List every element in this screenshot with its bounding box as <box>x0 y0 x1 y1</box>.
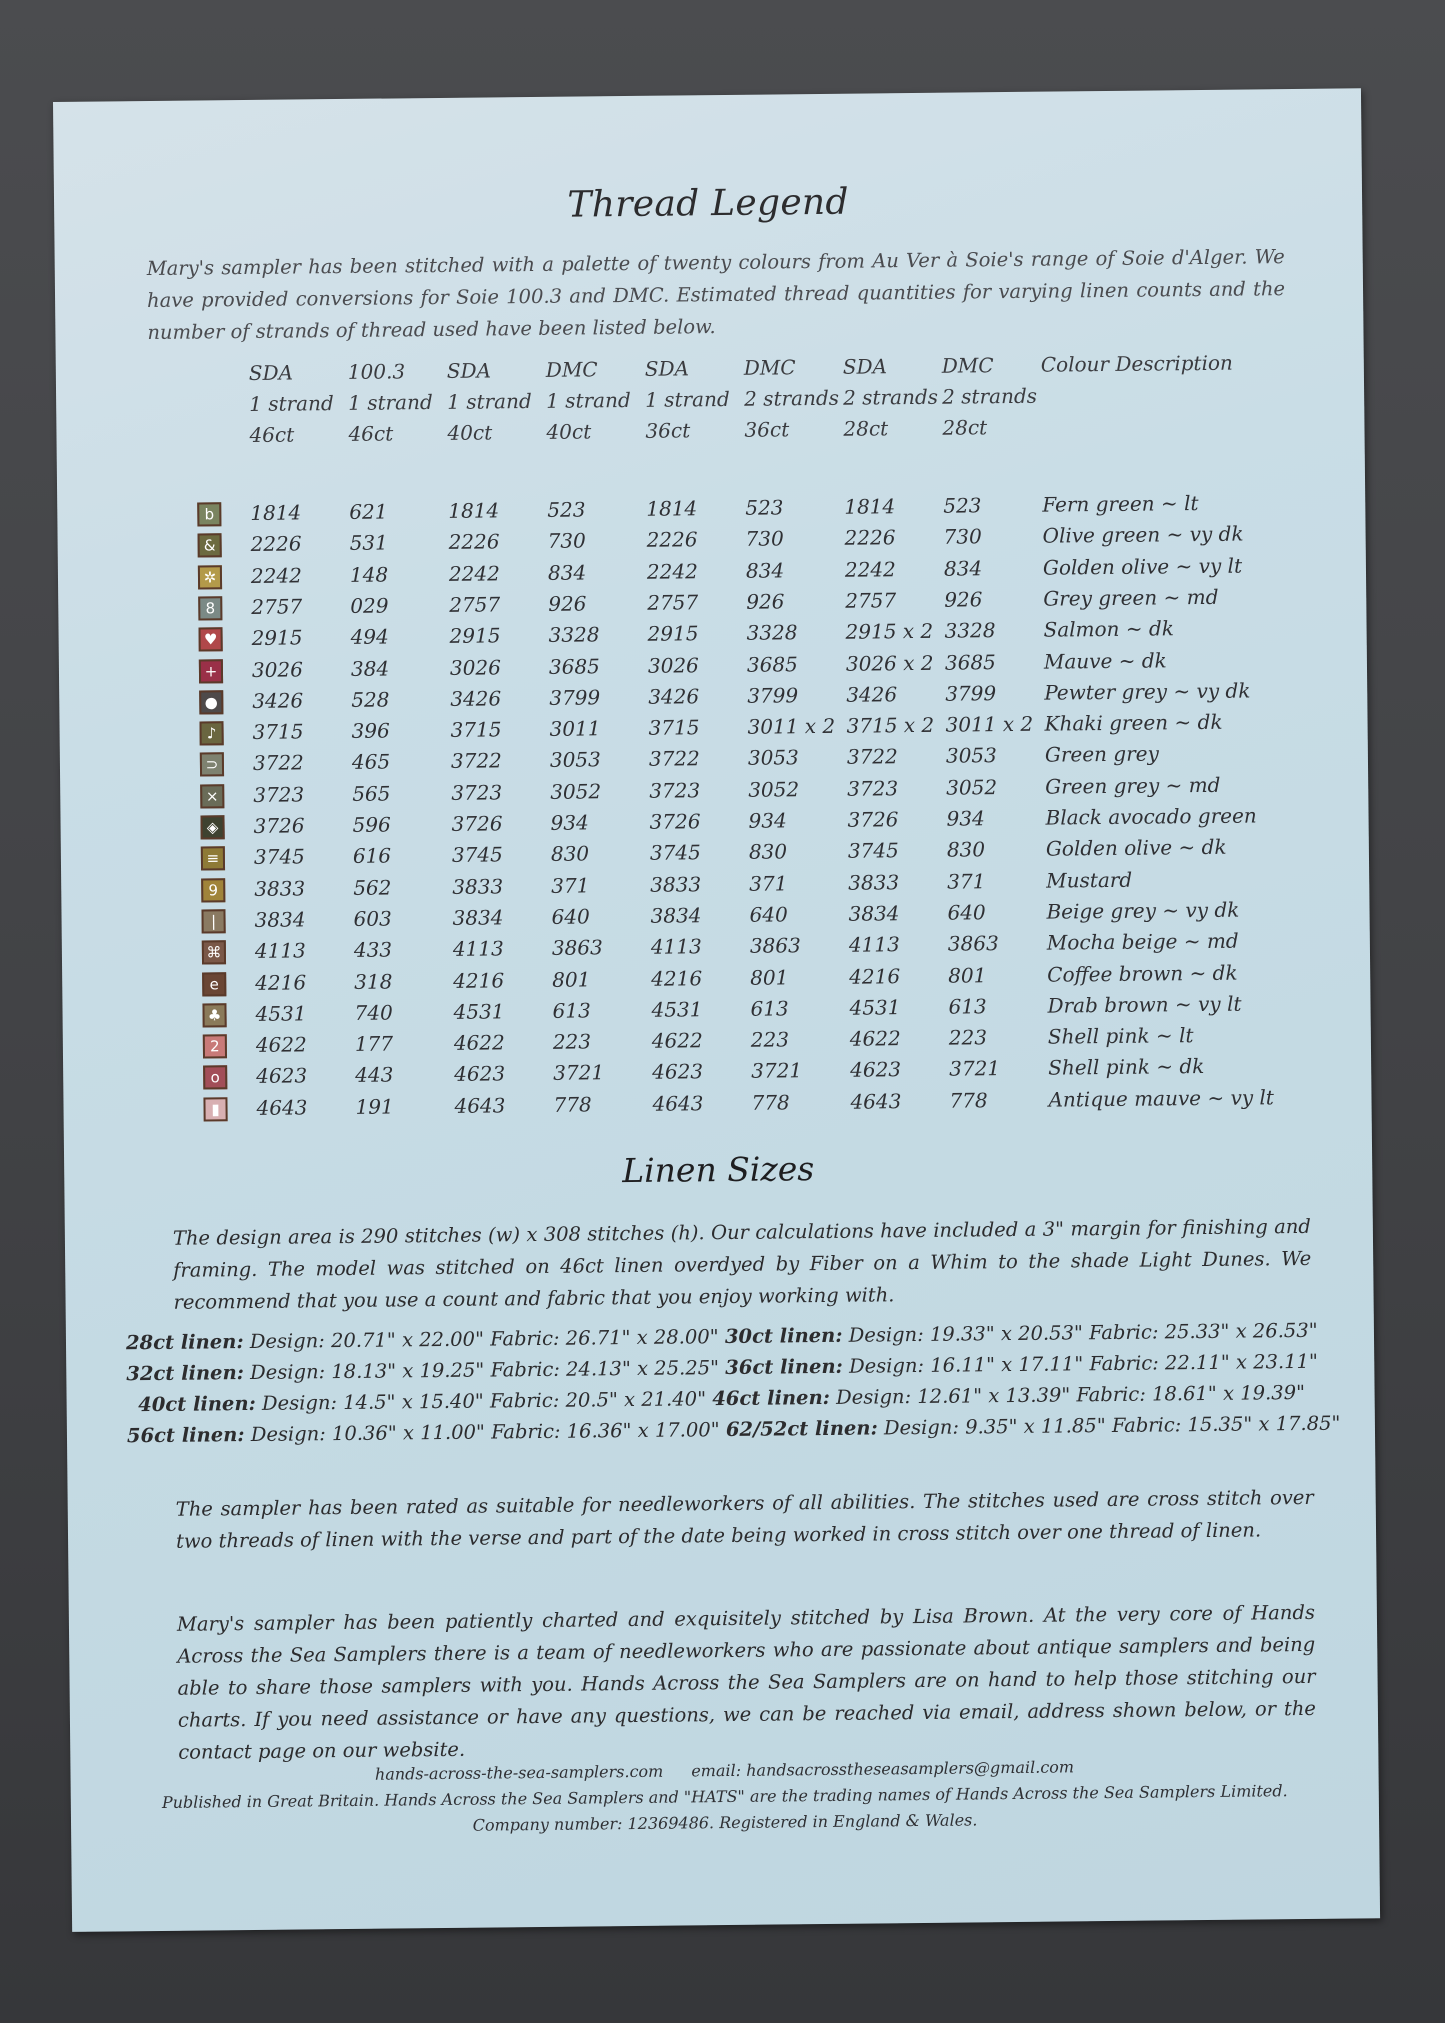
thread-code: 801 <box>750 964 789 990</box>
thread-code: 3726 <box>253 813 305 838</box>
thread-code: 4623 <box>652 1059 704 1085</box>
thread-code: 4623 <box>850 1057 902 1083</box>
thread-code: 4622 <box>453 1030 505 1055</box>
thread-code: 443 <box>355 1062 394 1088</box>
chart-page <box>53 88 1380 1932</box>
thread-code: 4531 <box>849 994 901 1020</box>
thread-code: 3834 <box>848 901 900 926</box>
thread-code: 613 <box>750 996 789 1021</box>
stitch-symbol-icon: 2 <box>203 1034 227 1058</box>
thread-code: 3685 <box>944 649 996 675</box>
linen-count-label: 30ct linen: <box>724 1323 843 1349</box>
thread-code: 3722 <box>648 746 700 772</box>
header-cell: 46ct <box>249 422 295 447</box>
header-cell: 40ct <box>546 419 592 444</box>
thread-code: 523 <box>943 493 982 518</box>
linen-size-text: Design: 18.13" x 19.25" Fabric: 24.13" x 25.25" <box>243 1356 726 1385</box>
thread-code: 1814 <box>844 494 896 519</box>
published-line: Published in Great Britain. Hands Across the Sea Samplers and "HATS" are the trading names of Hands Across the Sea Samplers Limited. <box>161 1781 1288 1812</box>
thread-code: 223 <box>552 1029 592 1054</box>
header-cell: 28ct <box>843 416 889 441</box>
linen-size-text: Design: 12.61" x 13.39" Fabric: 18.61" x 19.39" <box>829 1380 1306 1409</box>
thread-code: 2757 <box>845 588 897 613</box>
header-cell: 36ct <box>744 417 790 442</box>
header-cell: 1 strand <box>546 387 631 413</box>
thread-code: 318 <box>354 968 393 994</box>
thread-code: 191 <box>355 1094 394 1119</box>
colour-description: Shell pink ~ lt <box>1047 1023 1194 1049</box>
colour-description: Pewter grey ~ vy dk <box>1044 678 1251 705</box>
colour-description: Drab brown ~ vy lt <box>1047 991 1242 1018</box>
thread-code: 3799 <box>945 680 997 706</box>
thread-code: 3026 <box>251 656 303 682</box>
colour-description: Khaki green ~ dk <box>1044 709 1223 736</box>
stitch-symbol-icon: + <box>199 659 223 683</box>
header-cell: Colour Description <box>1040 350 1233 377</box>
thread-code: 2757 <box>449 592 501 617</box>
thread-code: 4622 <box>651 1028 703 1053</box>
thread-code: 565 <box>352 781 391 806</box>
thread-code: 4643 <box>652 1090 704 1116</box>
linen-count-label: 40ct linen: <box>138 1391 256 1417</box>
thread-code: 621 <box>349 499 388 524</box>
thread-code: 934 <box>550 810 589 835</box>
thread-code: 640 <box>947 900 986 925</box>
thread-code: 3052 <box>550 778 602 804</box>
thread-code: 528 <box>351 687 390 712</box>
thread-code: 4623 <box>454 1061 506 1087</box>
linen-count-label: 56ct linen: <box>126 1423 245 1448</box>
stitch-symbol-icon: ♥ <box>199 627 223 651</box>
header-cell: 1 strand <box>249 391 334 416</box>
thread-code: 3721 <box>751 1058 803 1084</box>
thread-code: 3026 x 2 <box>845 650 934 676</box>
thread-code: 4216 <box>849 963 901 989</box>
thread-code: 2242 <box>448 560 500 586</box>
thread-code: 4643 <box>256 1095 308 1120</box>
thread-code: 740 <box>354 1000 393 1025</box>
stitch-symbol-icon: ⊃ <box>200 753 224 777</box>
thread-code: 3053 <box>945 743 997 769</box>
colour-description: Salmon ~ dk <box>1043 616 1175 642</box>
linen-sizes-title: Linen Sizes <box>622 1149 815 1191</box>
header-col-description <box>1041 347 1261 380</box>
company-line: Company number: 12369486. Registered in England & Wales. <box>472 1810 978 1835</box>
header-cell: 1 strand <box>645 386 730 412</box>
colour-description: Grey green ~ md <box>1043 584 1219 611</box>
header-cell: SDA <box>248 360 294 385</box>
thread-code: 2915 <box>449 623 501 649</box>
header-cell: 2 strands <box>744 385 840 411</box>
thread-code: 3834 <box>452 905 504 930</box>
colour-description: Green grey ~ md <box>1045 772 1221 799</box>
thread-code: 830 <box>748 839 788 865</box>
thread-code: 4113 <box>650 934 702 959</box>
thread-code: 3685 <box>548 653 600 679</box>
thread-code: 778 <box>553 1092 592 1117</box>
thread-code: 934 <box>748 808 787 833</box>
stitch-symbol-icon: ⌘ <box>202 940 226 964</box>
thread-code: 3723 <box>451 780 503 805</box>
thread-code: 4113 <box>452 936 504 962</box>
thread-code: 830 <box>946 837 986 862</box>
header-cell: 1 strand <box>348 390 433 415</box>
thread-code: 926 <box>548 591 587 616</box>
thread-code: 3011 <box>549 716 601 741</box>
header-cell: SDA <box>644 356 690 381</box>
colour-description: Mustard <box>1046 867 1133 893</box>
thread-code: 3863 <box>551 935 603 961</box>
thread-code: 494 <box>350 624 389 650</box>
thread-code: 562 <box>353 875 392 900</box>
thread-code: 3426 <box>846 681 898 707</box>
thread-code: 3053 <box>747 745 799 771</box>
linen-count-label: 46ct linen: <box>712 1385 831 1411</box>
header-cell: SDA <box>446 358 492 383</box>
colour-description: Beige grey ~ vy dk <box>1046 897 1240 924</box>
thread-code: 371 <box>551 873 590 898</box>
header-cell: DMC <box>941 353 994 378</box>
thread-code: 3328 <box>746 620 798 645</box>
thread-code: 4113 <box>254 938 306 964</box>
thread-code: 926 <box>944 587 983 612</box>
publisher-footer <box>70 1751 1379 1843</box>
email-link[interactable]: email: handsacrosstheseasamplers@gmail.com <box>691 1757 1075 1781</box>
linen-size-text: Design: 16.11" x 17.11" Fabric: 22.11" x 23.11" <box>842 1349 1319 1378</box>
colour-description: Fern green ~ lt <box>1042 491 1199 517</box>
stitch-symbol-icon: ● <box>199 690 223 714</box>
thread-code: 4622 <box>255 1032 307 1058</box>
stitch-symbol-icon: | <box>201 909 225 933</box>
thread-code: 613 <box>948 994 987 1019</box>
thread-code: 2242 <box>646 558 698 584</box>
thread-code: 2242 <box>844 556 896 582</box>
stitch-symbol-icon: 8 <box>198 596 222 620</box>
thread-code: 4643 <box>850 1088 902 1114</box>
thread-code: 3721 <box>949 1056 1001 1082</box>
header-cell: SDA <box>842 354 888 379</box>
thread-code: 834 <box>547 560 587 585</box>
thread-code: 3745 <box>649 840 701 866</box>
thread-code: 834 <box>943 555 983 581</box>
linen-size-text: Design: 9.35" x 11.85" Fabric: 15.35" x 17.85" <box>877 1411 1341 1440</box>
thread-code: 523 <box>547 497 586 522</box>
thread-code: 4531 <box>651 997 703 1022</box>
linen-size-list <box>125 1315 1341 1451</box>
thread-code: 616 <box>352 843 392 869</box>
thread-code: 4531 <box>453 999 505 1024</box>
stitch-symbol-icon: 9 <box>201 878 225 902</box>
header-cell: 2 strands <box>942 383 1038 409</box>
thread-code: 4623 <box>256 1063 308 1089</box>
colour-description: Golden olive ~ vy lt <box>1042 553 1243 580</box>
thread-code: 603 <box>353 906 392 931</box>
thread-code: 3723 <box>649 777 701 803</box>
thread-code: 801 <box>552 966 591 992</box>
thread-code: 730 <box>943 524 982 549</box>
thread-code: 223 <box>750 1027 790 1052</box>
thread-code: 1814 <box>646 496 698 521</box>
stitch-symbol-icon: ♪ <box>199 721 223 745</box>
thread-code: 2242 <box>250 563 302 588</box>
thread-code: 3011 x 2 <box>747 713 836 739</box>
thread-code: 029 <box>350 593 389 618</box>
thread-code: 3053 <box>549 747 601 773</box>
thread-code: 3799 <box>747 683 799 708</box>
thread-code: 3426 <box>450 686 502 711</box>
stitch-symbol-icon: ≡ <box>201 847 225 871</box>
stitch-symbol-icon: e <box>202 972 226 996</box>
thread-code: 148 <box>349 562 389 587</box>
thread-code: 4216 <box>255 969 307 995</box>
linen-size-text: Design: 10.36" x 11.00" Fabric: 16.36" x 17.00" <box>244 1418 727 1447</box>
header-cell: 100.3 <box>347 359 406 384</box>
thread-code: 3834 <box>254 907 306 932</box>
thread-code: 596 <box>352 812 391 837</box>
thread-code: 2915 <box>647 621 699 646</box>
thread-code: 3722 <box>450 748 502 774</box>
thread-code: 3726 <box>649 809 701 834</box>
thread-code: 4113 <box>848 932 900 957</box>
thread-code: 640 <box>551 904 590 929</box>
thread-code: 778 <box>949 1087 988 1113</box>
colour-description: Olive green ~ vy dk <box>1042 521 1244 548</box>
thread-code: 3863 <box>749 933 801 958</box>
stitch-symbol-icon: ◈ <box>200 815 224 839</box>
thread-code: 3722 <box>252 750 304 776</box>
thread-code: 730 <box>745 526 784 552</box>
thread-code: 3011 x 2 <box>945 711 1034 737</box>
thread-code: 3685 <box>746 651 798 677</box>
thread-code: 3726 <box>451 811 503 836</box>
thread-code: 384 <box>350 656 390 681</box>
stitch-symbol-icon: & <box>198 534 222 558</box>
thread-code: 3833 <box>452 873 504 899</box>
header-cell: 40ct <box>447 420 493 445</box>
stitch-symbol-icon: ✲ <box>198 565 222 589</box>
thread-code: 465 <box>351 749 391 775</box>
thread-code: 2226 <box>844 525 896 551</box>
linen-size-text: Design: 20.71" x 22.00" Fabric: 26.71" x 28.00" <box>243 1325 726 1354</box>
thread-code: 3328 <box>944 618 996 643</box>
thread-code: 177 <box>354 1031 394 1056</box>
linen-count-label: 36ct linen: <box>725 1354 843 1380</box>
thread-code: 2226 <box>250 531 302 557</box>
thread-code: 613 <box>552 998 591 1023</box>
stitch-symbol-icon: ▮ <box>203 1097 227 1121</box>
thread-code: 1814 <box>250 500 302 525</box>
thread-code: 4216 <box>453 967 505 993</box>
thread-legend-title: Thread Legend <box>567 181 849 226</box>
thread-code: 3745 <box>451 842 503 868</box>
thread-code: 730 <box>547 528 586 554</box>
thread-code: 3745 <box>253 844 305 870</box>
colour-description: Golden olive ~ dk <box>1045 835 1227 861</box>
thread-code: 523 <box>745 495 784 520</box>
thread-code: 3833 <box>650 871 702 897</box>
thread-code: 371 <box>947 868 986 894</box>
about-text: Mary's sampler has been patiently charted and exquisitely stitched by Lisa Brown. At the very core of Hands Across the Sea Samplers there is a team of needleworkers who are passionate about antique samplers and being able to share those samplers with you. Hands Across the Sea Samplers are on hand to help those stitching our charts. If you need assistance or have any questions, we can be reached via email, address shown below, or the contact page on our website. <box>176 1600 1317 1764</box>
colour-description: Shell pink ~ dk <box>1048 1054 1205 1081</box>
design-area-text: The design area is 290 stitches (w) x 308 stitches (h). Our calculations have included a 3" margin for finishing and framing. The model was stitched on 46ct linen overdyed by Fiber on a Whim to the shade Light Dunes. We recommend that you use a count and fabric that you enjoy working with. <box>172 1214 1312 1314</box>
thread-code: 371 <box>749 870 788 896</box>
thread-code: 801 <box>948 962 987 988</box>
stitch-symbol-icon: b <box>197 502 221 526</box>
thread-code: 3721 <box>553 1060 605 1086</box>
thread-code: 3833 <box>254 875 306 901</box>
thread-code: 2226 <box>448 529 500 555</box>
thread-code: 223 <box>948 1025 988 1050</box>
thread-code: 3726 <box>847 807 899 832</box>
website-link[interactable]: hands-across-the-sea-samplers.com <box>374 1761 664 1784</box>
linen-count-label: 32ct linen: <box>126 1361 245 1386</box>
thread-code: 3715 <box>252 719 304 745</box>
thread-code: 2915 <box>251 625 303 651</box>
thread-code: 3863 <box>947 931 999 956</box>
thread-code: 433 <box>353 937 393 963</box>
thread-code: 3834 <box>650 903 702 928</box>
header-cell: 1 strand <box>447 389 532 414</box>
thread-code: 778 <box>751 1090 790 1115</box>
thread-code: 531 <box>349 530 388 556</box>
header-cell: 2 strands <box>843 384 939 410</box>
header-cell: 36ct <box>645 418 691 443</box>
thread-code: 3715 <box>648 715 700 740</box>
thread-code: 834 <box>745 557 785 583</box>
thread-code: 3026 <box>647 652 699 678</box>
thread-code: 926 <box>746 589 785 614</box>
thread-code: 3723 <box>847 775 899 801</box>
stitch-symbol-icon: × <box>200 784 224 808</box>
thread-code: 3715 <box>450 717 502 742</box>
linen-size-text: Design: 14.5" x 15.40" Fabric: 20.5" x 21.40" <box>255 1387 713 1415</box>
thread-code: 3715 x 2 <box>846 712 935 738</box>
header-cell: DMC <box>545 357 598 382</box>
linen-count-label: 62/52ct linen: <box>725 1416 878 1442</box>
thread-code: 3722 <box>846 744 898 770</box>
thread-code: 3723 <box>253 782 305 807</box>
thread-code: 1814 <box>448 498 500 523</box>
thread-code: 2757 <box>251 594 303 619</box>
thread-code: 3799 <box>549 685 601 710</box>
colour-description: Green grey <box>1044 741 1159 768</box>
thread-code: 3745 <box>847 838 899 864</box>
header-cell: 46ct <box>348 421 394 446</box>
thread-code: 4643 <box>454 1093 506 1118</box>
stitch-symbol-icon: o <box>203 1066 227 1090</box>
thread-code: 3052 <box>748 776 800 802</box>
thread-code: 830 <box>550 841 590 867</box>
thread-code: 4531 <box>255 1001 307 1026</box>
colour-description: Coffee brown ~ dk <box>1047 960 1238 987</box>
ability-rating-text: The sampler has been rated as suitable for needleworkers of all abilities. The stitches used are cross stitch over two threads of linen with the verse and part of the date being worked in cross stitch over one thread of linen. <box>175 1485 1314 1553</box>
thread-code: 4622 <box>849 1026 901 1051</box>
thread-code: 4216 <box>651 965 703 991</box>
thread-code: 2757 <box>647 590 699 615</box>
header-cell: DMC <box>743 355 796 380</box>
thread-code: 2915 x 2 <box>845 618 934 644</box>
colour-description: Antique mauve ~ vy lt <box>1048 1084 1275 1112</box>
thread-code: 3426 <box>252 688 304 713</box>
thread-code: 3833 <box>848 869 900 895</box>
colour-description: Mauve ~ dk <box>1043 647 1167 674</box>
header-cell: 28ct <box>942 415 988 440</box>
thread-code: 396 <box>351 718 390 744</box>
thread-code: 640 <box>749 902 788 927</box>
linen-count-label: 28ct linen: <box>125 1330 244 1355</box>
thread-code: 2226 <box>646 527 698 553</box>
thread-legend-intro: Mary's sampler has been stitched with a palette of twenty colours from Au Ver à Soie's range of Soie d'Alger. We have provided conversions for Soie 100.3 and DMC. Estimated thread quantities for varying linen counts and the number of strands of thread used have been listed below. <box>146 245 1286 345</box>
colour-description: Black avocado green <box>1045 803 1257 830</box>
thread-code: 3026 <box>449 654 501 680</box>
thread-code: 3328 <box>548 622 600 648</box>
thread-code: 934 <box>946 806 985 831</box>
colour-description: Mocha beige ~ md <box>1046 928 1239 955</box>
stitch-symbol-icon: ♣ <box>202 1003 226 1027</box>
linen-size-text: Design: 19.33" x 20.53" Fabric: 25.33" x 26.53" <box>842 1318 1318 1347</box>
thread-code: 3052 <box>946 774 998 800</box>
thread-code: 3426 <box>648 684 700 709</box>
